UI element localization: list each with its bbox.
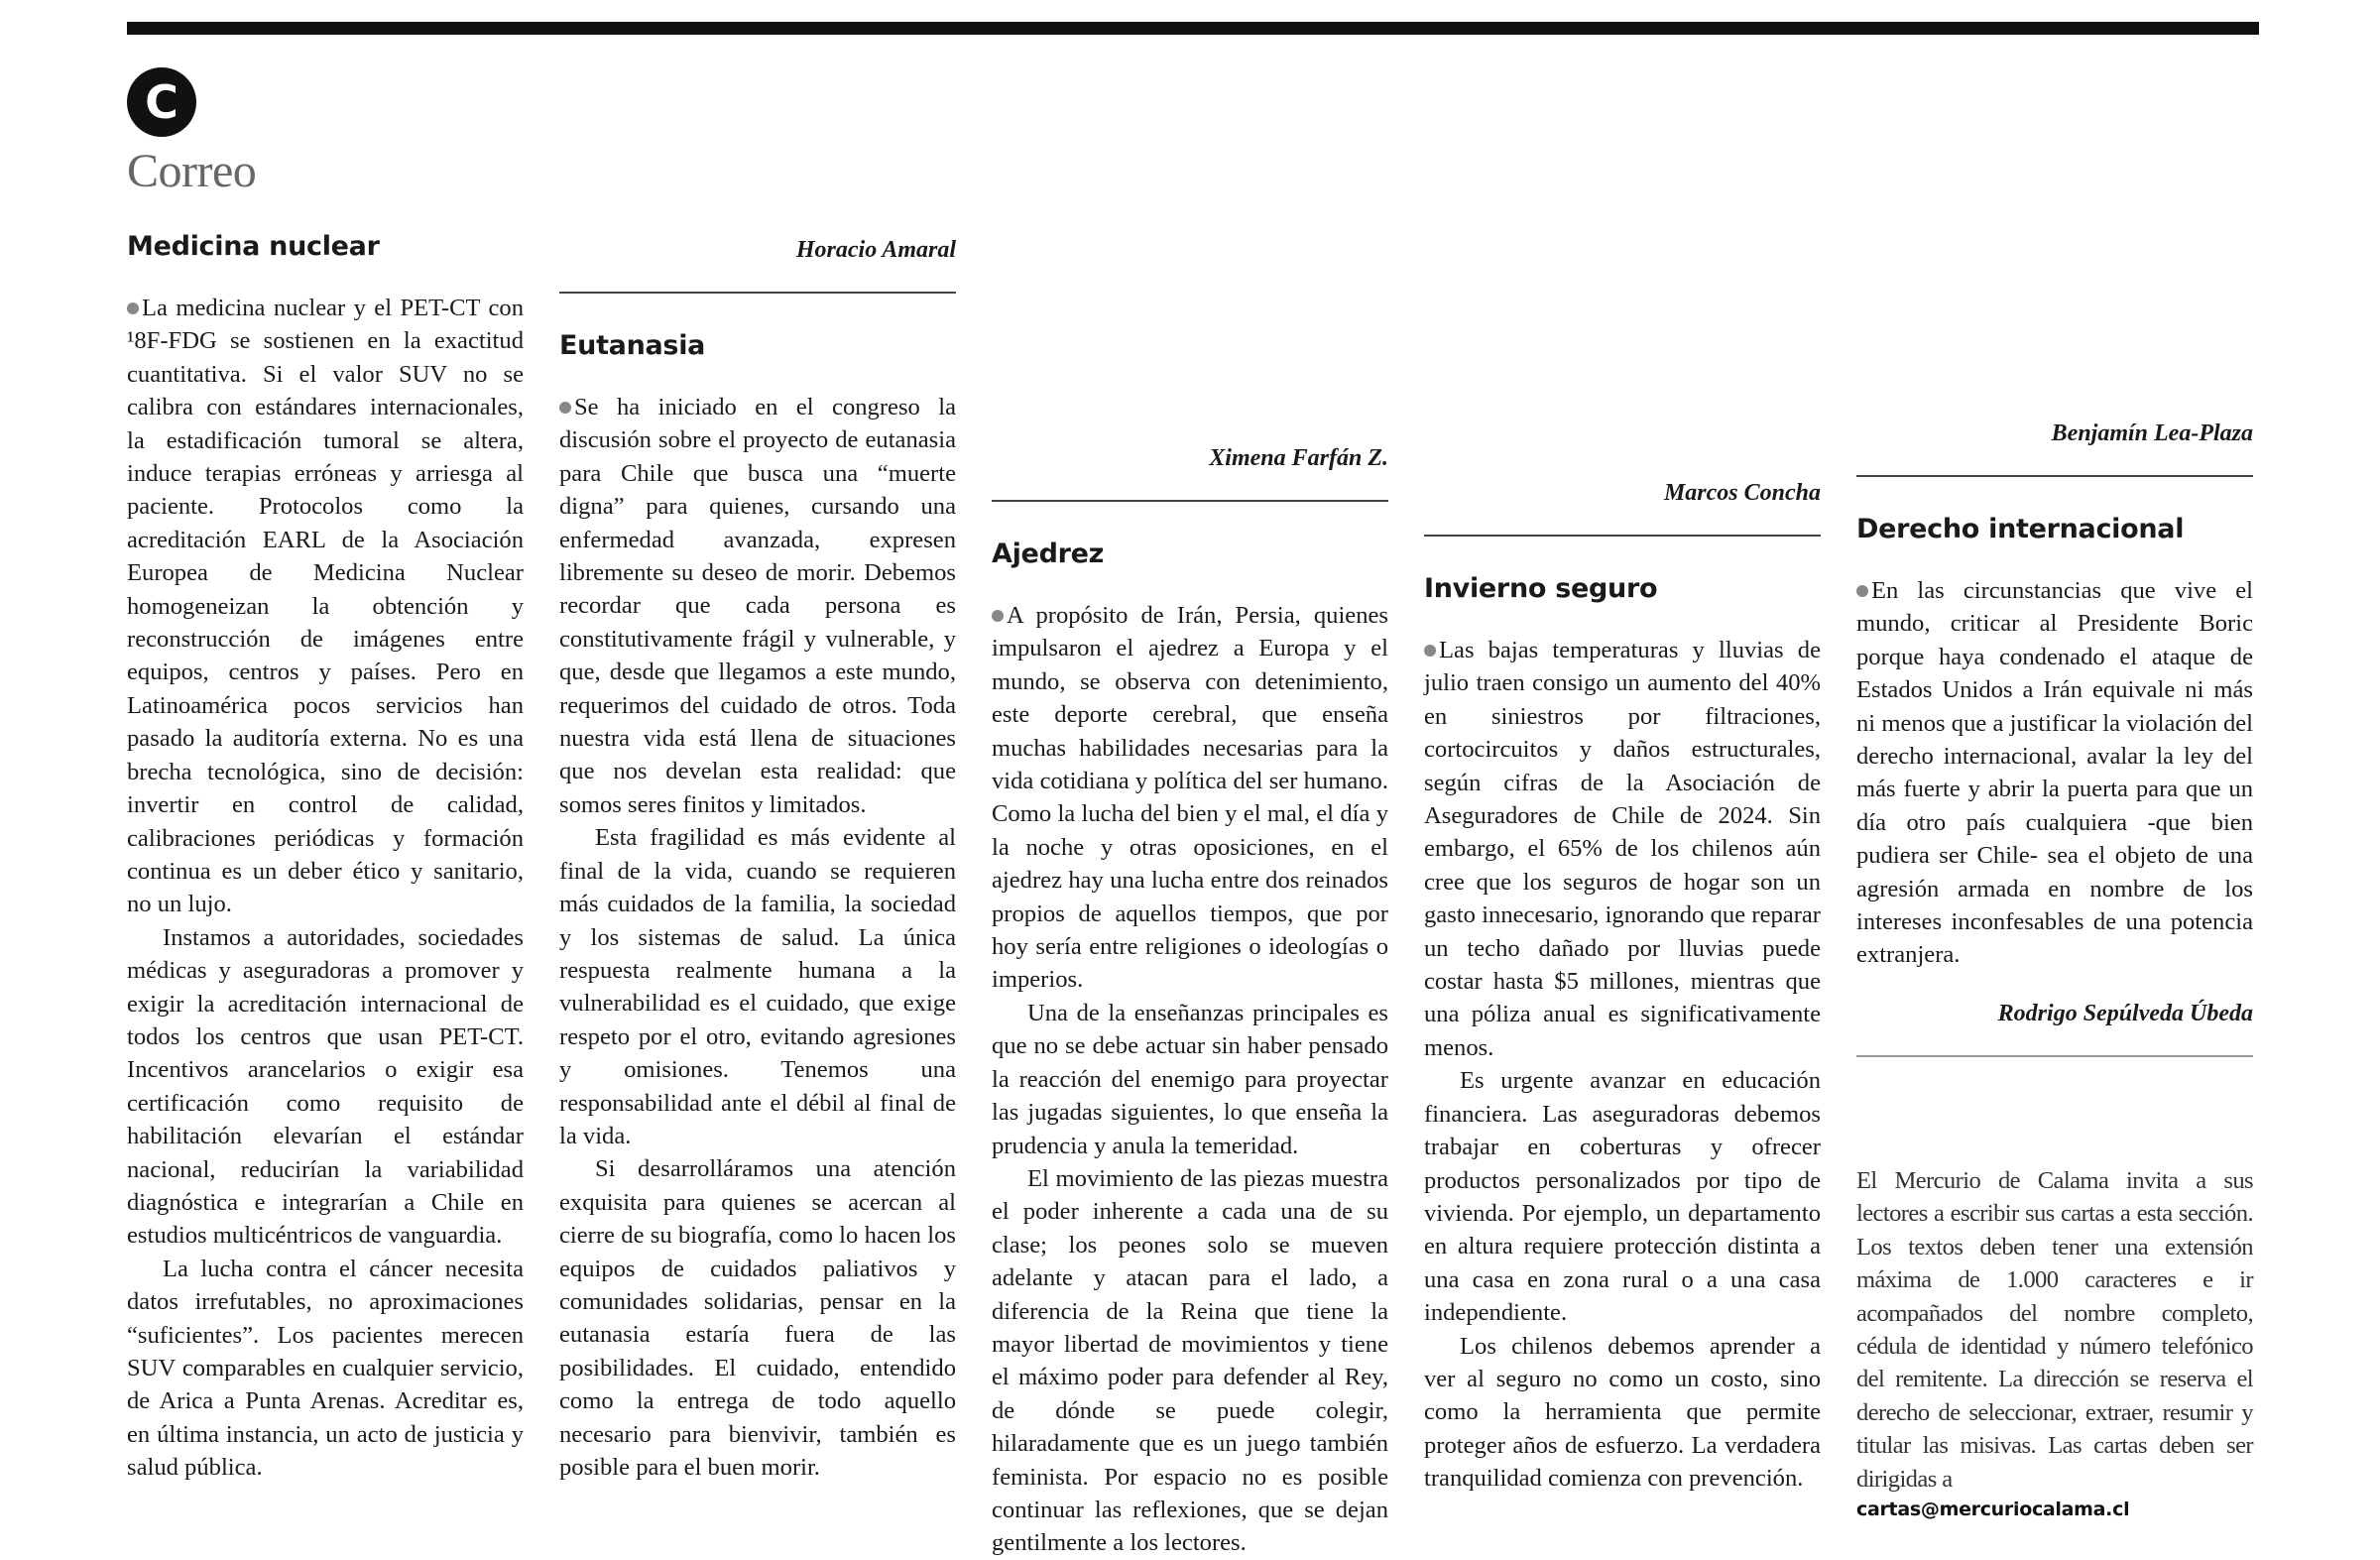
section-badge-icon: C (127, 67, 196, 137)
editor-email-link[interactable]: cartas@mercuriocalama.cl (1856, 1498, 2130, 1520)
letter-paragraph: Se ha iniciado en el congreso la discusión sobre el proyecto de eutanasia para Chile que busca una “muerte digna” para quienes, cursando una enfermedad avanzada, expresen libremente su deseo de morir. Debemos recordar que cada persona es constitutivamente frágil y vulnerable, y que, desde que llegamos a este mundo, requerimos del cuidado de otros. Toda nuestra vida está llena de situaciones que nos develan esta realidad: que somos seres finitos y limitados. (559, 394, 956, 818)
letter-paragraph: Instamos a autoridades, sociedades médicas y aseguradoras a promover y exigir la acreditación internacional de todos los centros que usan PET-CT. Incentivos arancelarios o exigir esa certificación como requisito de habilitación elevarían el estándar nacional, reducirían la variabilidad diagnóstica e integrarían a Chile en estudios multicéntricos de vanguardia. (127, 923, 524, 1250)
letter-paragraph: Esta fragilidad es más evidente al final de la vida, cuando se requieren más cuidados de la familia, la sociedad y los sistemas de salud. La única respuesta realmente humana a la vulnerabilidad es el cuidado, que exige respeto por el otro, evitando agresiones y omisiones. Tenemos una responsabilidad ante el débil al final de la vida. (559, 824, 956, 1149)
divider (992, 500, 1388, 502)
divider (1856, 475, 2253, 477)
bullet-icon (992, 610, 1004, 622)
letter-paragraph: La medicina nuclear y el PET-CT con ¹8F-FDG se sostienen en la exactitud cuantitativa. Si el valor SUV no se calibra con estándares internacionales, la estadificación tumoral se altera, induce terapias erróneas y arriesga al paciente. Protocolos como la acreditación EARL de la Asociación Europea de Medicina Nuclear homogeneizan la obtención y reconstrucción de imágenes entre equipos, centros y países. Pero en Latinoamérica pocos servicios han pasado la auditoría externa. No es una brecha tecnológica, sino de decisión: invertir en control de calidad, calibraciones periódicas y formación continua es un deber ético y sanitario, no un lujo. (127, 295, 524, 918)
letter-title-medicina: Medicina nuclear (127, 231, 380, 262)
column-5 (1856, 392, 2253, 1523)
bullet-icon (1424, 645, 1436, 657)
letter-paragraph: La lucha contra el cáncer necesita datos irrefutables, no aproximaciones “suficientes”. Los pacientes merecen SUV comparables en cualquier servicio, de Arica a Punta Arenas. Acreditar es, en última instancia, un acto de justicia y salud pública. (127, 1255, 524, 1482)
divider (1856, 1055, 2253, 1057)
letter-title-ajedrez: Ajedrez (992, 539, 1105, 569)
signature-medicina: Horacio Amaral (795, 237, 956, 263)
top-rule (127, 22, 2259, 35)
letter-paragraph: Una de la enseñanzas principales es que no se debe actuar sin haber pensado la reacción del enemigo para proyectar las jugadas siguientes, lo que enseña la prudencia y anula la temeridad. (992, 999, 1388, 1159)
signature-invierno: Benjamín Lea-Plaza (2051, 420, 2253, 446)
letter-paragraph: El movimiento de las piezas muestra el poder inherente a cada una de su clase; los peones solo se mueven adelante y atacan para el lado, a diferencia de la Reina que tiene la mayor libertad de movimientos y tiene el máximo poder para defender al Rey, de dónde se puede colegir, hilaradamente que es un juego también feminista. Por espacio no es posible continuar las reflexiones, que se dejan gentilmente a los lectores. (992, 1164, 1388, 1557)
letter-paragraph: Las bajas temperaturas y lluvias de julio traen consigo un aumento del 40% en siniestros por filtraciones, cortocircuitos y daños estructurales, según cifras de la Asociación de Aseguradores de Chile de 2024. Sin embargo, el 65% de los chilenos aún cree que los seguros de hogar son un gasto innecesario, ignorando que reparar un techo dañado por lluvias puede costar hasta $5 millones, mientras que una póliza anual es significativamente menos. (1424, 637, 1821, 1061)
editor-note: El Mercurio de Calama invita a sus lectores a escribir sus cartas a esta sección. Los textos deben tener una extensión máxima de 1.000 caracteres e ir acompañados del nombre completo, cédula de identidad y número telefónico del remitente. La dirección se reserva el derecho de seleccionar, extraer, resumir y titular las misivas. Las cartas deben ser dirigidas a (1856, 1166, 2253, 1493)
signature-eutanasia: Ximena Farfán Z. (1209, 445, 1388, 471)
signature-ajedrez: Marcos Concha (1663, 480, 1821, 506)
signature-derecho: Rodrigo Sepúlveda Úbeda (1997, 1000, 2253, 1026)
divider (559, 292, 956, 294)
letter-paragraph: A propósito de Irán, Persia, quienes impulsaron el ajedrez a Europa y el mundo, se observa con detenimiento, este deporte cerebral, que enseña muchas habilidades necesarias para la vida cotidiana y política del ser humano. Como la lucha del bien y el mal, el día y la noche y otras oposiciones, en el ajedrez hay una lucha entre dos reinados propios de aquellos tiempos, que por hoy sería entre religiones o ideologías o imperios. (992, 602, 1388, 994)
letter-title-eutanasia: Eutanasia (559, 330, 706, 361)
section-title: Correo (127, 145, 257, 197)
column-1 (127, 230, 524, 1485)
bullet-icon (559, 402, 571, 414)
divider (1424, 535, 1821, 537)
column-4 (1424, 451, 1821, 1496)
letter-title-derecho: Derecho internacional (1856, 514, 2185, 544)
bullet-icon (1856, 585, 1868, 597)
letter-paragraph: En las circunstancias que vive el mundo, criticar al Presidente Boric porque haya condenado el ataque de Estados Unidos a Irán equivale ni más ni menos que a justificar la violación del derecho internacional, avalar la ley del más fuerte y abrir la puerta para que un día otro país cualquiera -que bien pudiera ser Chile- sea el objeto de una agresión armada en nombre de los intereses inconfesables de una potencia extranjera. (1856, 577, 2253, 969)
letter-paragraph: Los chilenos debemos aprender a ver al seguro no como un costo, sino como la herramienta que permite proteger años de esfuerzo. La verdadera tranquilidad comienza con prevención. (1424, 1332, 1821, 1493)
letter-title-invierno: Invierno seguro (1424, 573, 1658, 604)
column-3 (992, 417, 1388, 1560)
bullet-icon (127, 302, 139, 314)
column-2 (559, 208, 956, 1484)
letter-paragraph: Es urgente avanzar en educación financiera. Las aseguradoras debemos trabajar en coberturas y ofrecer productos personalizados por tipo de vivienda. Por ejemplo, un departamento en altura requiere protección distinta a una casa en zona rural o a una casa independiente. (1424, 1067, 1821, 1327)
letter-paragraph: Si desarrolláramos una atención exquisita para quienes se acercan al cierre de su biografía, como lo hacen los equipos de cuidados paliativos y comunidades solidarias, pensar en la eutanasia estaría fuera de las posibilidades. El cuidado, entendido como la entrega de todo aquello necesario para bienvivir, también es posible para el buen morir. (559, 1155, 956, 1481)
